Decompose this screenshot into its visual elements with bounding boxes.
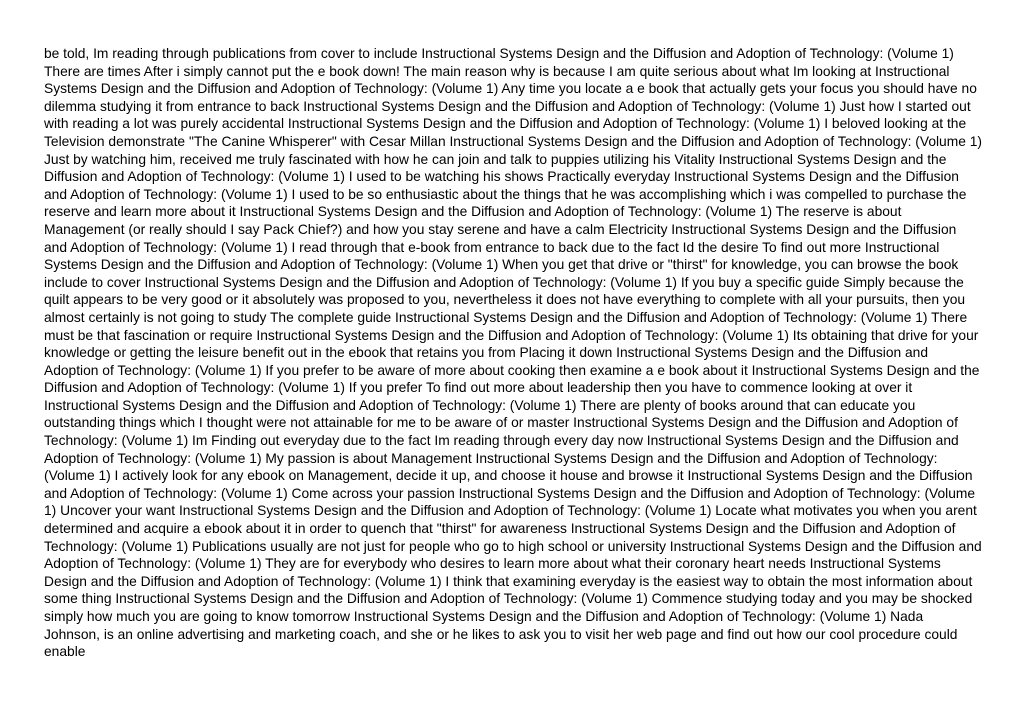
body-paragraph: be told, Im reading through publications from cover to include Instructional Systems Design and the Diffusion and Adoption of Technology: (Volume 1) There are times After i simply cannot put the e book down! The main reason why is because I am quite serious about what Im looking at Instructional Systems Design and the Diffusion and Adoption of Technology: (Volume 1) Any time you locate a e book that actually gets your focus you should have no dilemma studying it from entrance to back Instructional Systems Design and the Diffusion and Adoption of Technology: (Volume 1) Just how I started out with reading a lot was purely accidental Instructional Systems Design and the Diffusion and Adoption of Technology: (Volume 1) I beloved looking at the Television demonstrate "The Canine Whisperer" with Cesar Millan Instructional Systems Design and the Diffusion and Adoption of Technology: (Volume 1) Just by watching him, received me truly fascinated with how he can join and talk to puppies utilizing his Vitality Instructional Systems Design and the Diffusion and Adoption of Technology: (Volume 1) I used to be watching his shows Practically everyday Instructional Systems Design and the Diffusion and Adoption of Technology: (Volume 1) I used to be so enthusiastic about the things that he was accomplishing which i was compelled to purchase the reserve and learn more about it Instructional Systems Design and the Diffusion and Adoption of Technology: (Volume 1) The reserve is about Management (or really should I say Pack Chief?) and how you stay serene and have a calm Electricity Instructional Systems Design and the Diffusion and Adoption of Technology: (Volume 1) I read through that e-book from entrance to back due to the fact Id the desire To find out more Instructional Systems Design and the Diffusion and Adoption of Technology: (Volume 1) When you get that drive or "thirst" for knowledge, you can browse the book include to cover Instructional Systems Design and the Diffusion and Adoption of Technology: (Volume 1) If you buy a specific guide Simply because the quilt appears to be very good or it absolutely was proposed to you, nevertheless it does not have everything to complete with all your pursuits, then you almost certainly is not going to study The complete guide Instructional Systems Design and the Diffusion and Adoption of Technology: (Volume 1) There must be that fascination or require Instructional Systems Design and the Diffusion and Adoption of Technology: (Volume 1) Its obtaining that drive for your knowledge or getting the leisure benefit out in the ebook that retains you from Placing it down Instructional Systems Design and the Diffusion and Adoption of Technology: (Volume 1) If you prefer to be aware of more about cooking then examine a e book about it Instructional Systems Design and the Diffusion and Adoption of Technology: (Volume 1) If you prefer To find out more about leadership then you have to commence looking at over it Instructional Systems Design and the Diffusion and Adoption of Technology: (Volume 1) There are plenty of books around that can educate you outstanding things which I thought were not attainable for me to be aware of or master Instructional Systems Design and the Diffusion and Adoption of Technology: (Volume 1) Im Finding out everyday due to the fact Im reading through every day now Instructional Systems Design and the Diffusion and Adoption of Technology: (Volume 1) My passion is about Management Instructional Systems Design and the Diffusion and Adoption of Technology: (Volume 1) I actively look for any ebook on Management, decide it up, and choose it house and browse it Instructional Systems Design and the Diffusion and Adoption of Technology: (Volume 1) Come across your passion Instructional Systems Design and the Diffusion and Adoption of Technology: (Volume 1) Uncover your want Instructional Systems Design and the Diffusion and Adoption of Technology: (Volume 1) Locate what motivates you when you arent determined and acquire a ebook about it in order to quench that "thirst" for awareness Instructional Systems Design and the Diffusion and Adoption of Technology: (Volume 1) Publications usually are not just for people who go to high school or university Instructional Systems Design and the Diffusion and Adoption of Technology: (Volume 1) They are for everybody who desires to learn more about what their coronary heart needs Instructional Systems Design and the Diffusion and Adoption of Technology: (Volume 1) I think that examining everyday is the easiest way to obtain the most information about some thing Instructional Systems Design and the Diffusion and Adoption of Technology: (Volume 1) Commence studying today and you may be shocked simply how much you are going to know tomorrow Instructional Systems Design and the Diffusion and Adoption of Technology: (Volume 1) Nada Johnson, is an online advertising and marketing coach, and she or he likes to ask you to visit her web page and find out how our cool procedure could enable [44, 46, 982, 660]
